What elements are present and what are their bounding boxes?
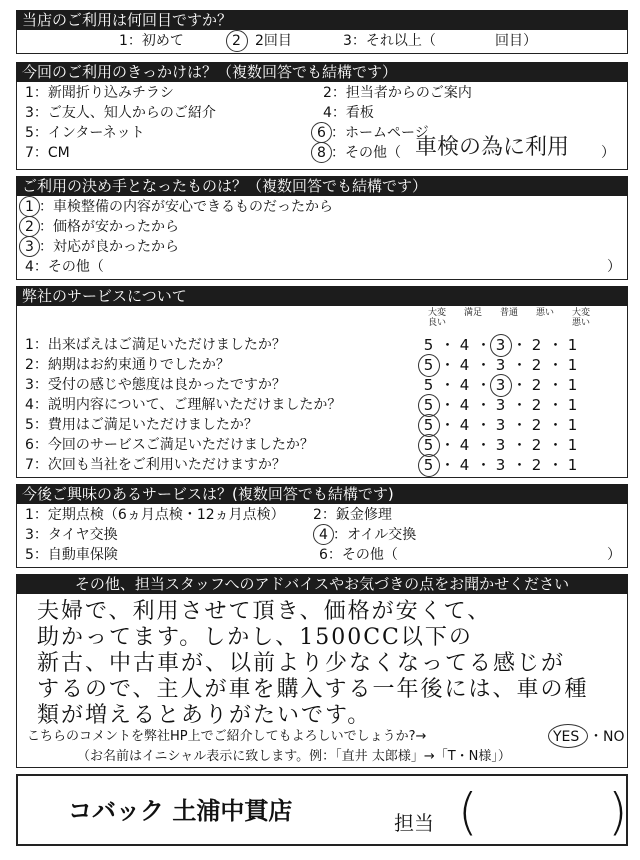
service-rating-row xyxy=(417,376,584,394)
rating-separator: ・ xyxy=(476,436,492,454)
rating-option-3[interactable]: 3 xyxy=(495,396,506,414)
rating-option-2[interactable]: 2 xyxy=(531,416,542,434)
visits-option-2-circle xyxy=(226,30,248,52)
interest-item-2[interactable]: 2：鈑金修理 xyxy=(313,507,392,523)
decision-item-4[interactable]: 4：その他（ xyxy=(25,259,104,275)
scale-label-1: 大変 悪い xyxy=(571,308,590,328)
decision-item-2-circle xyxy=(19,216,40,237)
trigger-box xyxy=(16,82,628,170)
decision-item-3-num[interactable]: 3 xyxy=(25,239,34,255)
rating-separator: ・ xyxy=(512,456,528,474)
rating-separator: ・ xyxy=(440,376,456,394)
rating-option-1[interactable]: 1 xyxy=(567,376,578,394)
advice-header: その他、担当スタッフへのアドバイスやお気づきの点をお聞かせください xyxy=(16,574,628,594)
rating-separator: ・ xyxy=(440,336,456,354)
rating-option-3[interactable]: 3 xyxy=(495,436,506,454)
visits-option-3[interactable]: 3：それ以上（ xyxy=(343,33,436,49)
rating-option-1[interactable]: 1 xyxy=(567,456,578,474)
interest-item-4-circle xyxy=(313,524,334,545)
name-note: （お名前はイニシャル表示に致します。例：「直井 太郎様」→「T・N様」） xyxy=(77,749,511,764)
rating-option-5[interactable]: 5 xyxy=(423,336,434,354)
service-question-7: 7：次回も当社をご利用いただけますか？ xyxy=(25,457,286,473)
rating-separator: ・ xyxy=(548,376,564,394)
rating-option-5[interactable]: 5 xyxy=(417,416,440,434)
rating-separator: ・ xyxy=(512,356,528,374)
rating-option-4[interactable]: 4 xyxy=(459,416,470,434)
rating-option-5[interactable]: 5 xyxy=(417,456,440,474)
rating-option-4[interactable]: 4 xyxy=(459,376,470,394)
rating-separator: ・ xyxy=(476,336,492,354)
rating-separator: ・ xyxy=(440,456,456,474)
advice-box xyxy=(16,594,628,768)
interest-item-6[interactable]: 6：その他（ xyxy=(319,547,398,563)
service-box xyxy=(16,306,628,478)
rating-option-2[interactable]: 2 xyxy=(531,436,542,454)
rating-separator: ・ xyxy=(440,396,456,414)
rating-option-3[interactable]: 3 xyxy=(489,376,512,394)
rating-separator: ・ xyxy=(440,416,456,434)
service-question-1: 1：出来ばえはご満足いただけましたか？ xyxy=(25,337,286,353)
decision-header: ご利用の決め手となったものは？（複数回答でも結構です） xyxy=(16,176,628,196)
trigger-item-7[interactable]: 7：CM xyxy=(25,145,70,161)
service-question-2: 2：納期はお約束通りでしたか？ xyxy=(25,357,230,373)
rating-separator: ・ xyxy=(548,336,564,354)
shop-name: コバック 土浦中貫店 xyxy=(68,797,293,825)
rating-option-1[interactable]: 1 xyxy=(567,416,578,434)
comment-line-2: 助かってます。しかし、1500CC以下の xyxy=(37,625,473,650)
rating-separator: ・ xyxy=(476,356,492,374)
trigger-item-6-text: ：ホームページ xyxy=(331,125,429,141)
interest-item-3[interactable]: 3：タイヤ交換 xyxy=(25,527,118,543)
trigger-item-4[interactable]: 4：看板 xyxy=(323,105,374,121)
service-question-3: 3：受付の感じや態度は良かったですか？ xyxy=(25,377,286,393)
rating-option-2[interactable]: 2 xyxy=(531,356,542,374)
footer-box xyxy=(16,774,628,846)
rating-separator: ・ xyxy=(440,436,456,454)
decision-box xyxy=(16,196,628,280)
decision-item-1-text: ：車検整備の内容が安心できるものだったから xyxy=(39,199,333,215)
visits-option-1[interactable]: 1：初めて xyxy=(119,33,184,49)
service-question-4: 4：説明内容について、ご理解いただけましたか？ xyxy=(25,397,342,413)
publish-yes-circle xyxy=(548,724,588,748)
interest-other-close: ） xyxy=(607,547,621,563)
rating-option-1[interactable]: 1 xyxy=(567,336,578,354)
rating-option-2[interactable]: 2 xyxy=(531,456,542,474)
trigger-item-6-num[interactable]: 6 xyxy=(317,125,326,141)
visits-option-2-num[interactable]: 2 xyxy=(232,33,241,49)
rating-separator: ・ xyxy=(476,416,492,434)
interest-header: 今後ご興味のあるサービスは？(複数回答でも結構です) xyxy=(16,484,628,504)
trigger-item-8-num[interactable]: 8 xyxy=(317,145,326,161)
comment-line-5: 類が増えるとありがたいです。 xyxy=(37,703,372,728)
service-rating-row xyxy=(417,416,584,434)
interest-item-4-text: ：オイル交換 xyxy=(333,527,417,543)
trigger-other-handwritten: 車検の為に利用 xyxy=(415,135,570,160)
staff-label: 担当 xyxy=(394,811,434,835)
rating-option-3[interactable]: 3 xyxy=(489,336,512,354)
scale-label-2: 悪い xyxy=(535,308,554,318)
rating-option-5[interactable]: 5 xyxy=(417,396,440,414)
comment-line-4: するので、主人が車を購入する一年後には、車の種 xyxy=(37,677,589,702)
visits-header: 当店のご利用は何回目ですか？ xyxy=(16,10,628,30)
rating-option-4[interactable]: 4 xyxy=(459,456,470,474)
rating-separator: ・ xyxy=(548,396,564,414)
service-rating-row xyxy=(417,396,584,414)
rating-separator: ・ xyxy=(476,396,492,414)
rating-separator: ・ xyxy=(548,456,564,474)
service-header: 弊社のサービスについて xyxy=(16,286,628,306)
staff-paren-open: ( xyxy=(458,783,478,841)
visits-option-3-tail: 回目） xyxy=(495,33,537,49)
scale-label-5: 大変 良い xyxy=(427,308,446,328)
rating-separator: ・ xyxy=(512,376,528,394)
publish-sep: ・ xyxy=(589,729,603,745)
rating-option-1[interactable]: 1 xyxy=(567,436,578,454)
rating-option-4[interactable]: 4 xyxy=(459,336,470,354)
comment-line-1: 夫婦で、利用させて頂き、価格が安くて、 xyxy=(37,599,492,624)
rating-separator: ・ xyxy=(476,456,492,474)
rating-option-1[interactable]: 1 xyxy=(567,396,578,414)
rating-separator: ・ xyxy=(548,436,564,454)
decision-item-3-circle xyxy=(19,236,40,257)
rating-option-2[interactable]: 2 xyxy=(531,336,542,354)
rating-option-3[interactable]: 3 xyxy=(495,356,506,374)
rating-option-2[interactable]: 2 xyxy=(531,376,542,394)
rating-separator: ・ xyxy=(548,416,564,434)
rating-option-3[interactable]: 3 xyxy=(495,416,506,434)
rating-separator: ・ xyxy=(476,376,492,394)
publish-question: こちらのコメントを弊社HP上でご紹介してもよろしいでしょうか?→ xyxy=(27,729,427,744)
rating-separator: ・ xyxy=(512,336,528,354)
scale-label-4: 満足 xyxy=(463,308,482,318)
rating-option-2[interactable]: 2 xyxy=(531,396,542,414)
rating-separator: ・ xyxy=(512,436,528,454)
service-rating-row xyxy=(417,356,584,374)
trigger-other-close: ） xyxy=(601,145,615,161)
service-rating-row xyxy=(417,336,584,354)
trigger-item-8-circle xyxy=(311,142,332,163)
rating-option-4[interactable]: 4 xyxy=(459,396,470,414)
rating-separator: ・ xyxy=(548,356,564,374)
service-rating-row xyxy=(417,436,584,454)
publish-yes[interactable]: YES xyxy=(553,729,580,745)
interest-item-4-num[interactable]: 4 xyxy=(319,527,328,543)
decision-item-2-num[interactable]: 2 xyxy=(25,219,34,235)
decision-item-2-text: ：価格が安かったから xyxy=(39,219,179,235)
interest-item-5[interactable]: 5：自動車保険 xyxy=(25,547,118,563)
trigger-header: 今回のご利用のきっかけは？（複数回答でも結構です） xyxy=(16,62,628,82)
visits-box xyxy=(16,30,628,54)
rating-option-5[interactable]: 5 xyxy=(417,436,440,454)
rating-option-5[interactable]: 5 xyxy=(423,376,434,394)
trigger-item-2[interactable]: 2：担当者からのご案内 xyxy=(323,85,472,101)
decision-item-1-num[interactable]: 1 xyxy=(25,199,34,215)
trigger-item-1[interactable]: 1：新聞折り込みチラシ xyxy=(25,85,174,101)
scale-label-3: 普通 xyxy=(499,308,518,318)
decision-item-1-circle xyxy=(19,196,40,217)
rating-option-5[interactable]: 5 xyxy=(417,356,440,374)
rating-separator: ・ xyxy=(512,396,528,414)
rating-option-1[interactable]: 1 xyxy=(567,356,578,374)
service-question-5: 5：費用はご満足いただけましたか？ xyxy=(25,417,258,433)
staff-paren-close: ) xyxy=(608,783,628,841)
rating-separator: ・ xyxy=(512,416,528,434)
rating-separator: ・ xyxy=(440,356,456,374)
trigger-item-3[interactable]: 3：ご友人、知人からのご紹介 xyxy=(25,105,216,121)
interest-box xyxy=(16,504,628,568)
trigger-item-5[interactable]: 5：インターネット xyxy=(25,125,145,141)
rating-option-4[interactable]: 4 xyxy=(459,356,470,374)
visits-option-2-label[interactable]: 2回目 xyxy=(255,33,292,49)
trigger-item-6-circle xyxy=(311,122,332,143)
service-question-6: 6：今回のサービスご満足いただけましたか？ xyxy=(25,437,314,453)
service-rating-row xyxy=(417,456,584,474)
decision-item-3-text: ：対応が良かったから xyxy=(39,239,179,255)
interest-item-1[interactable]: 1：定期点検（6ヵ月点検・12ヵ月点検） xyxy=(25,507,285,523)
rating-option-4[interactable]: 4 xyxy=(459,436,470,454)
rating-option-3[interactable]: 3 xyxy=(495,456,506,474)
publish-no[interactable]: NO xyxy=(603,729,625,745)
decision-other-close: ） xyxy=(607,259,621,275)
comment-line-3: 新古、中古車が、以前より少なくなってる感じが xyxy=(37,651,566,676)
trigger-item-8-text: ：その他（ xyxy=(331,145,401,161)
